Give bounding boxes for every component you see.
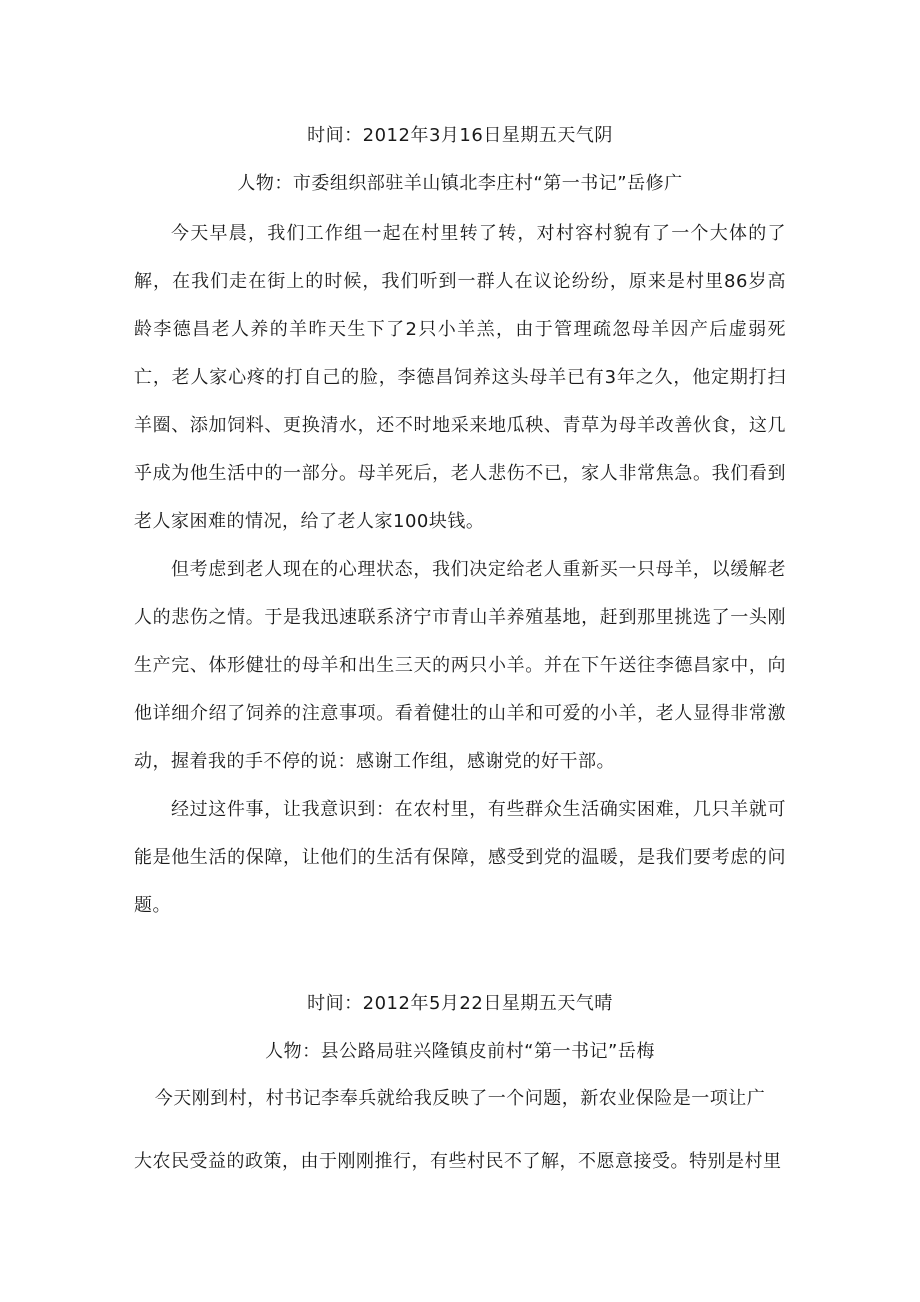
entry-2-person: 人物：县公路局驻兴隆镇皮前村“第一书记”岳梅 bbox=[265, 1041, 655, 1062]
entry-1-paragraph-3: 经过这件事，让我意识到：在农村里，有些群众生活确实困难，几只羊就可能是他生活的保障，让他们的生活有保障，感受到党的温暖，是我们要考虑的问题。 bbox=[134, 799, 786, 916]
entry-2-paragraph-1: 今天刚到村，村书记李奉兵就给我反映了一个问题，新农业保险是一项让广 bbox=[154, 1088, 766, 1109]
entry-1-paragraph-2: 但考虑到老人现在的心理状态，我们决定给老人重新买一只母羊，以缓解老人的悲伤之情。于是我迅速联系济宁市青山羊养殖基地，赶到那里挑选了一头刚生产完、体形健壮的母羊和出生三天的两只小羊。并在下午送往李德昌家中，向他详细介绍了饲养的注意事项。看着健壮的山羊和可爱的小羊，老人显得非常激动，握着我的手不停的说：感谢工作组，感谢党的好干部。 bbox=[134, 559, 786, 772]
entry-2-paragraph-2: 大农民受益的政策，由于刚刚推行，有些村民不了解，不愿意接受。特别是村里 bbox=[134, 1151, 782, 1172]
entry-1-person: 人物：市委组织部驻羊山镇北李庄村“第一书记”岳修广 bbox=[237, 173, 683, 194]
entry-2-time: 时间：2012年5月22日星期五天气晴 bbox=[307, 993, 613, 1014]
entry-1-paragraph-1: 今天早晨，我们工作组一起在村里转了转，对村容村貌有了一个大体的了解，在我们走在街上的时候，我们听到一群人在议论纷纷，原来是村里86岁高龄李德昌老人养的羊昨天生下了2只小羊羔，由于管理疏忽母羊因产后虚弱死亡，老人家心疼的打自己的脸，李德昌饲养这头母羊已有3年之久，他定期打扫羊圈、添加饲料、更换清水，还不时地采来地瓜秧、青草为母羊改善伙食，这几乎成为他生活中的一部分。母羊死后，老人悲伤不已，家人非常焦急。我们看到老人家困难的情况，给了老人家100块钱。 bbox=[134, 223, 786, 532]
entry-1-time: 时间：2012年3月16日星期五天气阴 bbox=[307, 125, 613, 146]
